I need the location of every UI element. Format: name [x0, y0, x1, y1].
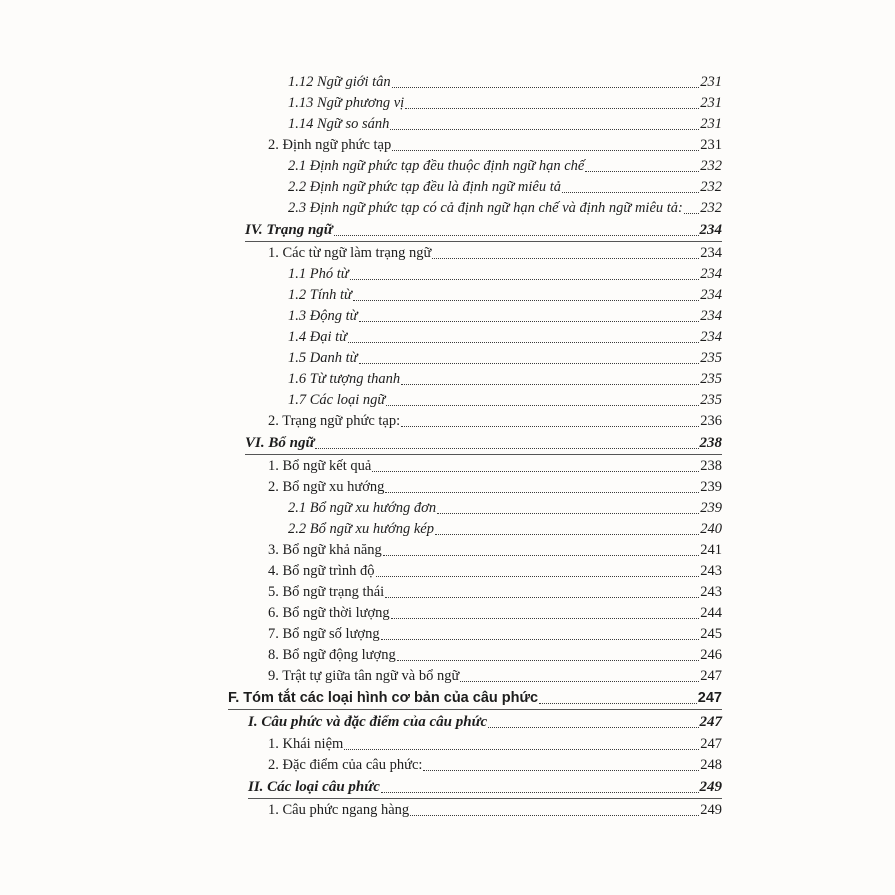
toc-entry: [268, 477, 722, 498]
toc-entry-page: 232: [700, 200, 722, 216]
leader-dots: [437, 513, 699, 514]
leader-dots: [405, 108, 699, 109]
toc-entry-title: 9. Trật tự giữa tân ngữ và bổ ngữ: [268, 668, 460, 684]
toc-entry-page: 234: [700, 245, 722, 261]
leader-dots: [391, 618, 700, 619]
leader-dots: [410, 815, 699, 816]
toc-entry-page: 235: [700, 392, 722, 408]
leader-dots: [397, 660, 700, 661]
toc-entry: [268, 645, 722, 666]
toc-entry-title: 2.1 Định ngữ phức tạp đều thuộc định ngữ hạn chế: [288, 158, 585, 174]
toc-entry-title: 1. Các từ ngữ làm trạng ngữ: [268, 245, 432, 261]
toc-entry-page: 231: [700, 95, 722, 111]
toc-entry-title: 1.13 Ngữ phương vị: [288, 95, 405, 111]
toc-entry: [288, 156, 722, 177]
toc-entry-title: 1.1 Phó từ: [288, 266, 349, 282]
leader-dots: [488, 727, 698, 728]
toc-entry-page: 248: [700, 757, 722, 773]
toc-entry: [288, 264, 722, 285]
leader-dots: [359, 363, 700, 364]
leader-dots: [372, 471, 699, 472]
toc-entry-page: 239: [700, 500, 722, 516]
toc-entry: [288, 72, 722, 93]
toc-entry-title: F. Tóm tắt các loại hình cơ bản của câu phức: [228, 690, 539, 706]
toc-section-heading: [248, 712, 722, 733]
leader-dots: [359, 321, 700, 322]
toc-entry-title: 1.3 Động từ: [288, 308, 358, 324]
leader-dots: [385, 492, 699, 493]
toc-entry-page: 235: [700, 350, 722, 366]
toc-entry-page: 245: [700, 626, 722, 642]
toc-entry-page: 238: [699, 435, 722, 451]
leader-dots: [334, 235, 699, 236]
toc-entry-title: 6. Bổ ngữ thời lượng: [268, 605, 390, 621]
leader-dots: [376, 576, 700, 577]
toc-entry-title: 1.7 Các loại ngữ: [288, 392, 386, 408]
toc-entry: [288, 306, 722, 327]
leader-dots: [383, 555, 699, 556]
toc-entry-title: 3. Bổ ngữ khả năng: [268, 542, 382, 558]
toc-entry-page: 238: [700, 458, 722, 474]
toc-entry: [268, 603, 722, 624]
leader-dots: [435, 534, 699, 535]
toc-entry: [268, 755, 722, 776]
toc-entry-title: 2. Định ngữ phức tạp: [268, 137, 392, 153]
toc-entry: [288, 93, 722, 114]
leader-dots: [539, 703, 697, 704]
toc-entry-title: 2. Đặc điểm của câu phức:: [268, 757, 423, 773]
toc-entry-page: 234: [699, 222, 722, 238]
toc-entry-page: 231: [700, 137, 722, 153]
toc-entry-title: 1.4 Đại từ: [288, 329, 348, 345]
leader-dots: [381, 639, 700, 640]
toc-entry: [268, 561, 722, 582]
leader-dots: [350, 279, 700, 280]
leader-dots: [353, 300, 699, 301]
toc-entry-title: 4. Bổ ngữ trình độ: [268, 563, 375, 579]
leader-dots: [401, 384, 699, 385]
toc-entry-title: 5. Bổ ngữ trạng thái: [268, 584, 385, 600]
toc-entry-title: 2.2 Bổ ngữ xu hướng kép: [288, 521, 434, 537]
toc-entry-page: 247: [699, 714, 722, 730]
toc-entry-title: 2.1 Bổ ngữ xu hướng đơn: [288, 500, 437, 516]
toc-entry-page: 234: [700, 329, 722, 345]
toc-entry: [268, 666, 722, 687]
toc-entry: [288, 285, 722, 306]
toc-entry-page: 240: [700, 521, 722, 537]
leader-dots: [423, 770, 699, 771]
toc-entry-title: I. Câu phức và đặc điểm của câu phức: [248, 714, 488, 730]
toc-entry: [288, 177, 722, 198]
toc-entry-page: 232: [700, 179, 722, 195]
toc-entry: [288, 327, 722, 348]
leader-dots: [386, 405, 699, 406]
toc-entry: [288, 369, 722, 390]
toc-entry-page: 235: [700, 371, 722, 387]
toc-entry-title: 1.12 Ngữ giới tân: [288, 74, 391, 90]
toc-entry-title: 7. Bổ ngữ số lượng: [268, 626, 380, 642]
toc-entry-page: 249: [699, 779, 722, 795]
toc-entry-page: 231: [700, 116, 722, 132]
toc-entry-page: 243: [700, 584, 722, 600]
toc-entry-page: 247: [700, 668, 722, 684]
toc-entry-page: 234: [700, 308, 722, 324]
toc-entry-title: VI. Bổ ngữ: [245, 435, 315, 451]
toc-section-heading: [248, 778, 722, 799]
toc-entry-page: 232: [700, 158, 722, 174]
toc-entry-page: 247: [697, 690, 722, 706]
toc-entry-title: 2. Trạng ngữ phức tạp:: [268, 413, 401, 429]
toc-entry-page: 249: [700, 802, 722, 818]
toc-entry-page: 243: [700, 563, 722, 579]
toc-section-heading: [245, 221, 722, 242]
leader-dots: [385, 597, 699, 598]
toc-entry-title: 1. Bổ ngữ kết quả: [268, 458, 372, 474]
toc-entry-title: 1.6 Từ tượng thanh: [288, 371, 401, 387]
leader-dots: [585, 171, 699, 172]
toc-entry-page: 234: [700, 266, 722, 282]
toc-entry-title: 1.5 Danh từ: [288, 350, 358, 366]
toc-entry: [268, 456, 722, 477]
toc-section-heading: [245, 434, 722, 455]
toc-entry-page: 236: [700, 413, 722, 429]
toc-entry-page: 247: [700, 736, 722, 752]
leader-dots: [348, 342, 699, 343]
toc-entry: [268, 734, 722, 755]
toc-entry: [288, 348, 722, 369]
toc-entry-title: 2. Bổ ngữ xu hướng: [268, 479, 385, 495]
toc-entry-page: 239: [700, 479, 722, 495]
toc-entry: [268, 540, 722, 561]
toc-entry: [288, 498, 722, 519]
toc-entry: [288, 114, 722, 135]
leader-dots: [390, 129, 699, 130]
toc-entry-title: IV. Trạng ngữ: [245, 222, 333, 238]
leader-dots: [432, 258, 699, 259]
toc-entry-title: 2.3 Định ngữ phức tạp có cả định ngữ hạn chế và định ngữ miêu tả:: [288, 200, 683, 216]
leader-dots: [401, 426, 699, 427]
toc-entry: [288, 198, 722, 219]
toc-entry-page: 241: [700, 542, 722, 558]
toc-entry: [288, 390, 722, 411]
toc-entry: [268, 800, 722, 821]
toc-entry-title: 1. Câu phức ngang hàng: [268, 802, 410, 818]
toc-entry-title: 1.14 Ngữ so sánh: [288, 116, 390, 132]
toc-entry: [288, 519, 722, 540]
leader-dots: [392, 150, 699, 151]
toc-entry-page: 244: [700, 605, 722, 621]
toc-entry: [268, 243, 722, 264]
leader-dots: [392, 87, 700, 88]
leader-dots: [460, 681, 699, 682]
toc-entry: [268, 135, 722, 156]
toc-entry-title: 8. Bổ ngữ động lượng: [268, 647, 396, 663]
toc-entry-page: 234: [700, 287, 722, 303]
leader-dots: [315, 448, 698, 449]
leader-dots: [562, 192, 699, 193]
toc-entry: [268, 624, 722, 645]
toc-entry-title: 1.2 Tính từ: [288, 287, 352, 303]
leader-dots: [684, 213, 699, 214]
leader-dots: [344, 749, 699, 750]
toc-entry: [268, 411, 722, 432]
toc-entry-page: 231: [700, 74, 722, 90]
toc-entry-title: 2.2 Định ngữ phức tạp đều là định ngữ miêu tả: [288, 179, 562, 195]
leader-dots: [381, 792, 699, 793]
toc-entry-page: 246: [700, 647, 722, 663]
toc-entry-title: 1. Khái niệm: [268, 736, 344, 752]
toc-entry: [268, 582, 722, 603]
toc-entry-title: II. Các loại câu phức: [248, 779, 380, 795]
toc-chapter-heading: [228, 689, 722, 710]
